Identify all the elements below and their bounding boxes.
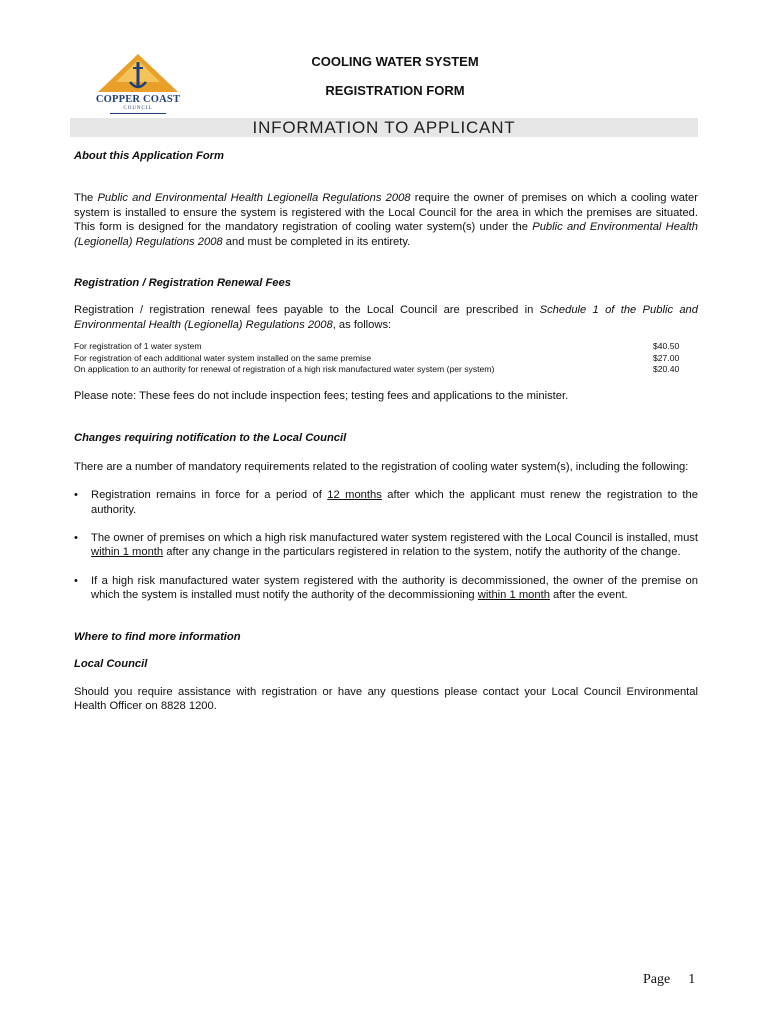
- fee-row: On application to an authority for renewal of registration of a high risk manufactured water system (per system) $20.40: [74, 364, 680, 375]
- form-title: COOLING WATER SYSTEM: [311, 54, 479, 69]
- fee-row: For registration of 1 water system $40.50: [74, 341, 680, 352]
- fee-row: For registration of each additional water system installed on the same premise $27.00: [74, 352, 680, 363]
- fees-note: Please note: These fees do not include inspection fees; testing fees and applications to the minister.: [74, 390, 569, 403]
- section-banner: [70, 118, 698, 137]
- list-item: • If a high risk manufactured water system registered with the authority is decommissioned, the owner of the premise on which the system is installed must notify the authority of the decommissioning within 1 month after the event.: [74, 574, 698, 602]
- logo-name: COPPER COAST: [95, 94, 181, 105]
- heading-local-council: Local Council: [74, 658, 148, 671]
- heading-more-info: Where to find more information: [74, 630, 241, 643]
- bullet-icon: •: [74, 489, 78, 502]
- form-subtitle: REGISTRATION FORM: [325, 83, 465, 98]
- page-number: Page 1: [643, 972, 696, 987]
- heading-fees: Registration / Registration Renewal Fees: [74, 277, 291, 290]
- bullet-icon: •: [74, 574, 78, 587]
- document-body: [74, 149, 698, 713]
- changes-intro: There are a number of mandatory requirements related to the registration of cooling water system(s), including the following:: [74, 460, 689, 473]
- requirements-list: [74, 488, 698, 602]
- contact-paragraph: Should you require assistance with registration or have any questions please contact your Local Council Environmental Health Officer on 8828 1200.: [74, 685, 698, 712]
- logo-divider: [110, 113, 166, 114]
- banner-text: INFORMATION TO APPLICANT: [252, 118, 516, 137]
- fees-paragraph: Registration / registration renewal fees payable to the Local Council are prescribed in Schedule 1 of the Public and Environmental Health (Legionella) Regulations 2008, as follows:: [74, 304, 698, 331]
- logo-sub: COUNCIL: [123, 106, 153, 111]
- bullet-icon: •: [74, 532, 78, 545]
- list-item: • The owner of premises on which a high risk manufactured water system registered with the Local Council is installed, must within 1 month after any change in the particulars registered in relation to the system, notify the authority of the change.: [74, 532, 698, 559]
- heading-about: About this Application Form: [74, 150, 224, 162]
- fees-table: [74, 341, 698, 376]
- list-item: • Registration remains in force for a period of 12 months after which the applicant must renew the registration to the authority.: [74, 489, 698, 516]
- about-paragraph: The Public and Environmental Health Legionella Regulations 2008 require the owner of premises on which a cooling water system is installed to ensure the system is registered with the Local Council for the area in which the premises are situated. This form is designed for the mandatory registration of cooling water system(s) under the Public and Environmental Health (Legionella) Regulations 2008 and must be completed in its entirety.: [74, 192, 699, 248]
- heading-changes: Changes requiring notification to the Local Council: [74, 432, 347, 445]
